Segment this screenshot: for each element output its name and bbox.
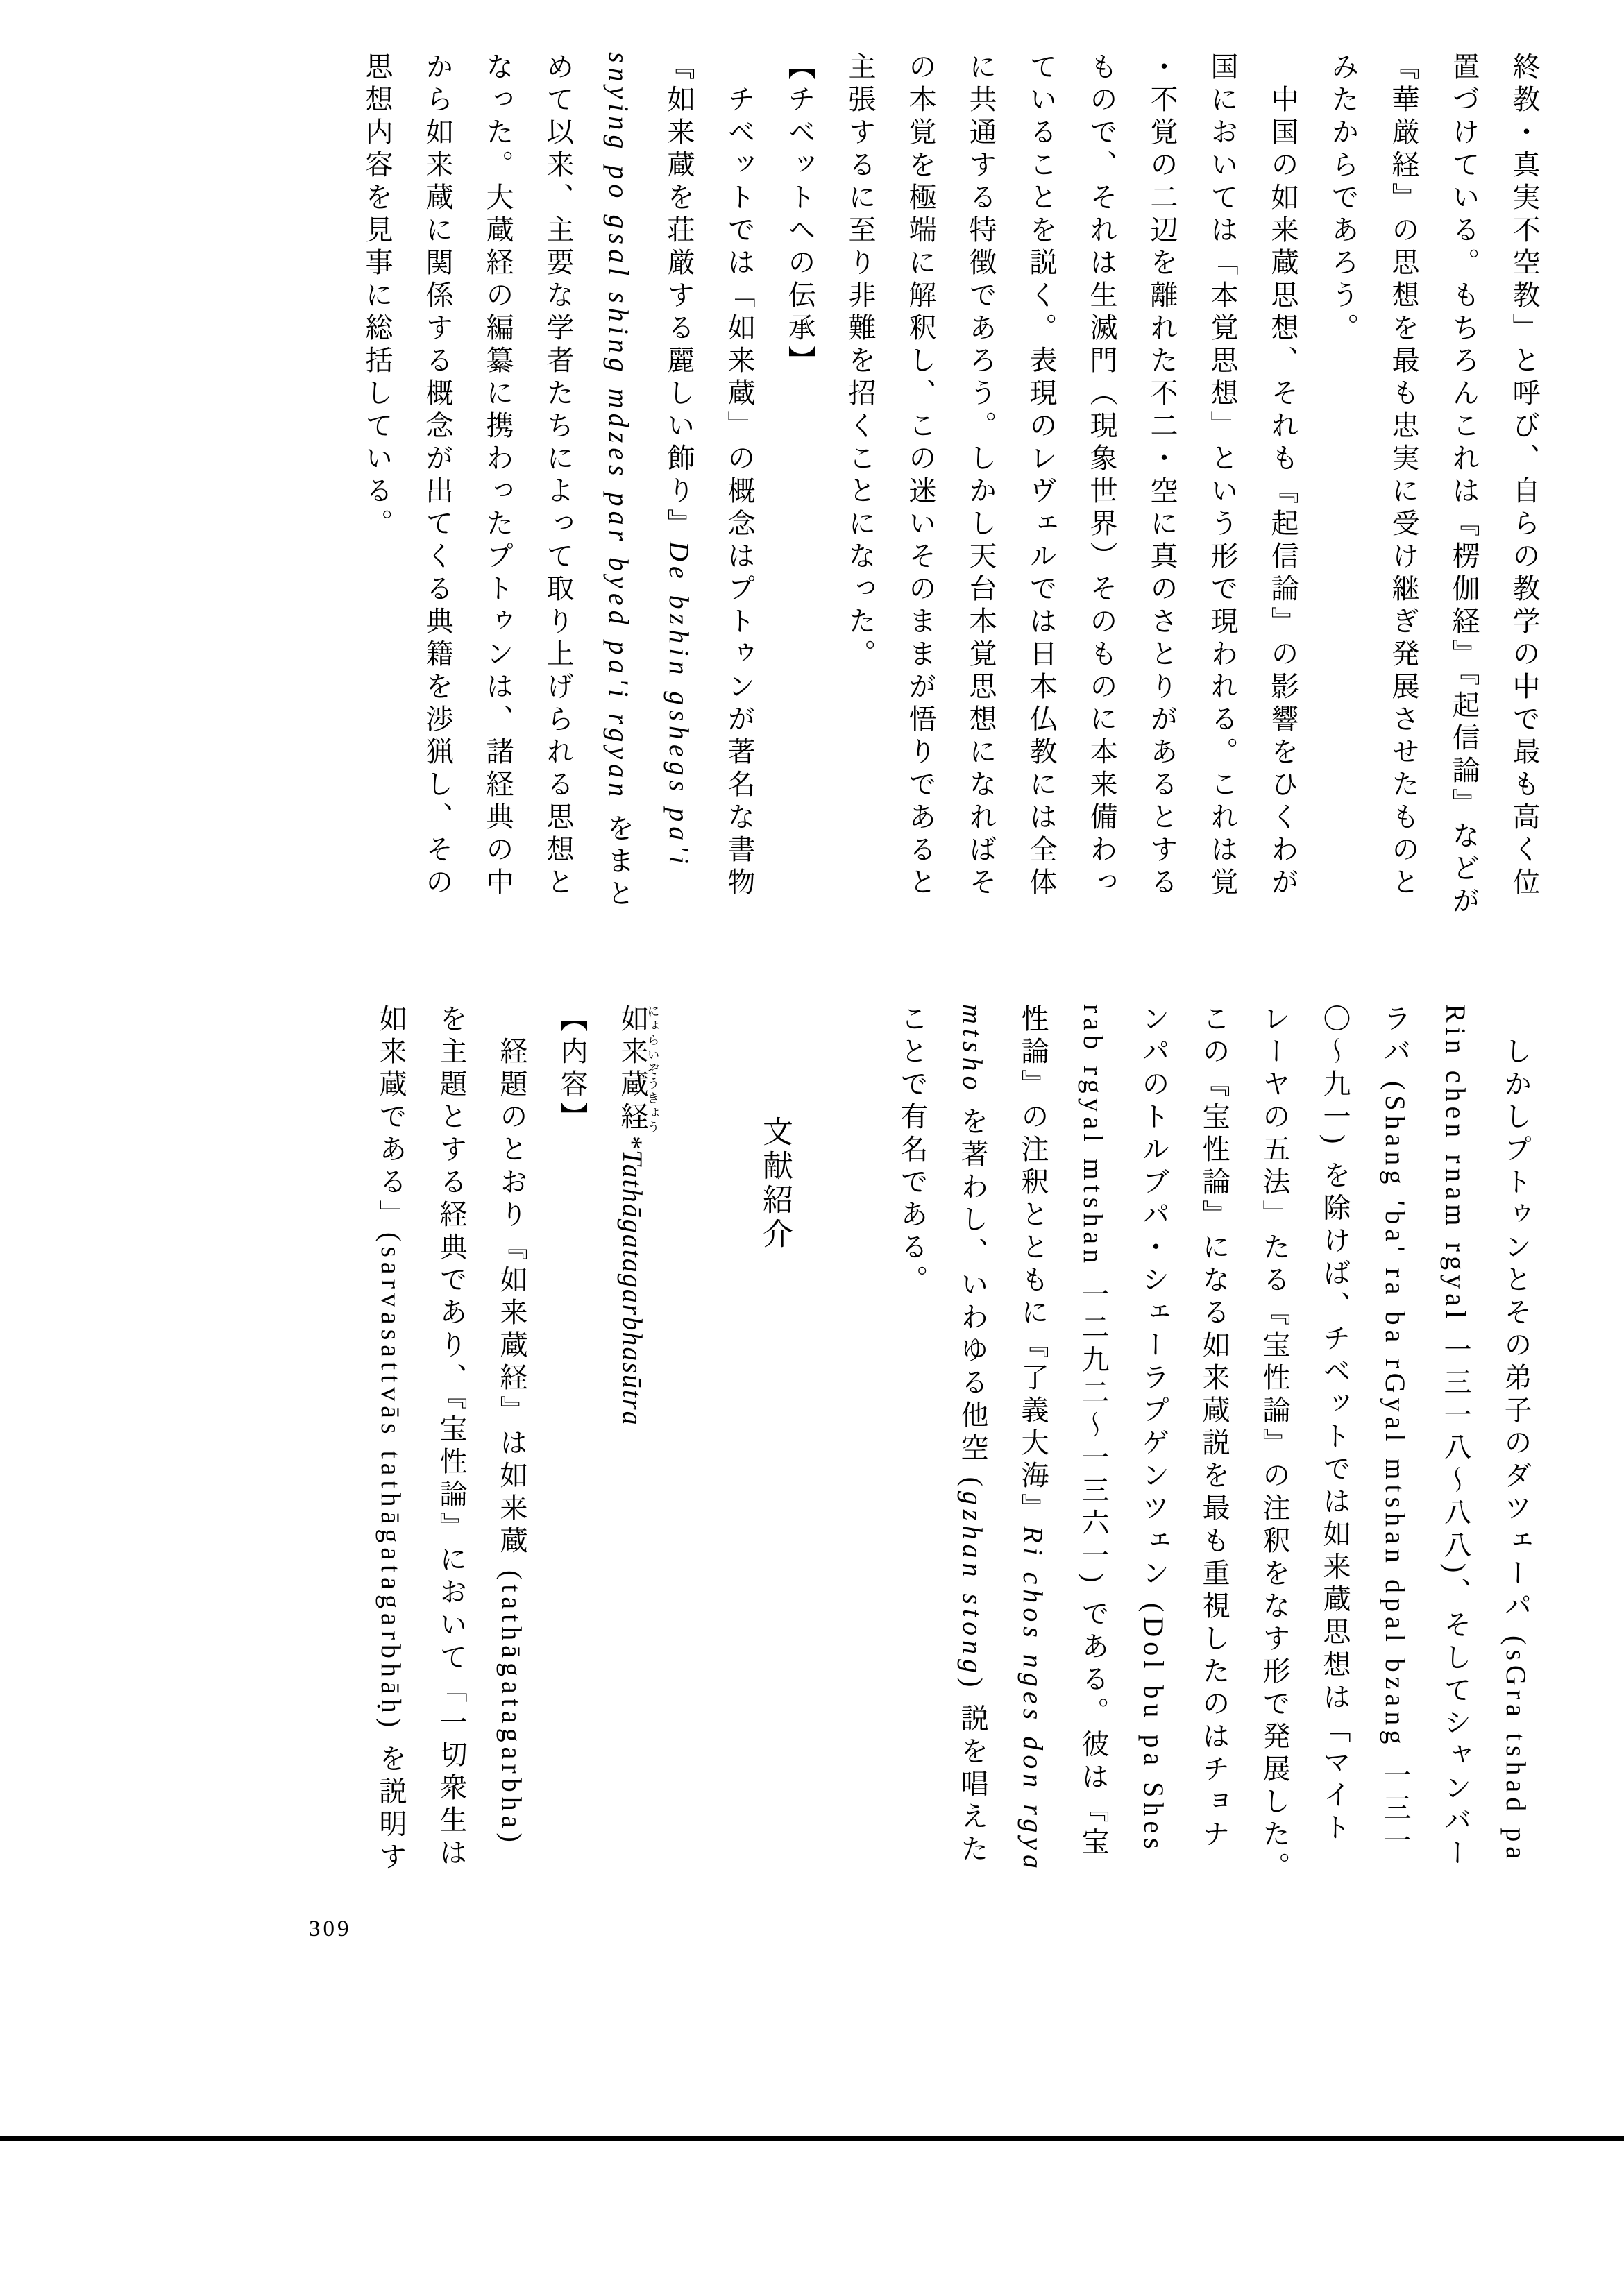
- text-column: 〇〜九一) を除けば、チベットでは如来蔵思想は「マイト: [1319, 1004, 1351, 1846]
- text-column: もので、それは生滅門（現象世界）そのものに本来備わっ: [1086, 52, 1117, 900]
- sutra-title-roman: *Tathāgatagarbhasūtra: [617, 1134, 648, 1427]
- text-column: ンパのトルブパ・シェーラプゲンツェン (Dol bu pa Shes: [1138, 1004, 1169, 1854]
- text-column: ラバ (Shang 'ba' ra ba rGyal mtshan dpal bzang 一三一: [1380, 1004, 1411, 1859]
- text-column: Rin chen rnam rgyal 一三一八〜八八)、そしてシャンバー: [1440, 1004, 1471, 1871]
- text-column: に共通する特徴であろう。しかし天台本覚思想になればそ: [965, 52, 997, 900]
- lower-right-text-block: [882, 1004, 1546, 1885]
- section-heading-tibet-transmission: 【チベットへの伝承】: [784, 52, 815, 378]
- section-heading-naiyou: 【内容】: [557, 1004, 588, 1134]
- text-column: 経題のとおり『如来蔵経』は如来蔵 (tathāgatagarbha): [496, 1004, 527, 1847]
- sutra-title-kanji: 如来蔵経: [617, 1004, 648, 1134]
- text-column: 『華厳経』の思想を最も忠実に受け継ぎ発展させたものと: [1388, 52, 1419, 900]
- upper-text-block: [347, 52, 1555, 919]
- text-column: snying po gsal shing mdzes par byed pa'i rgyan をまと: [603, 52, 634, 912]
- text-column: の本覚を極端に解釈し、この迷いそのままが悟りであると: [905, 52, 936, 900]
- text-column: しかしプトゥンとその弟子のダツェーパ (sGra tshad pa: [1500, 1004, 1532, 1864]
- text-column: レーヤの五法」たる『宝性論』の注釈をなす形で発展した。: [1259, 1004, 1290, 1885]
- text-column: 如来蔵である」(sarvasattvās tathāgatagarbhāḥ) を説明す: [375, 1004, 407, 1875]
- text-column: みたからであろう。: [1328, 52, 1359, 346]
- text-column: 国においては「本覚思想」という形で現われる。これは覚: [1207, 52, 1238, 900]
- text-column: 中国の如来蔵思想、それも『起信論』の影響をひくわが: [1267, 52, 1299, 900]
- text-column: 主張するに至り非難を招くことになった。: [845, 52, 876, 672]
- section-heading-bunken-shokai: 文献紹介: [758, 1116, 792, 1252]
- text-column: 置づけている。もちろんこれは『楞伽経』『起信論』などが: [1448, 52, 1480, 919]
- text-column: なった。大蔵経の編纂に携わったプトゥンは、諸経典の中: [482, 52, 514, 900]
- bottom-rule-divider: [0, 2136, 1624, 2141]
- text-column: ・不覚の二辺を離れた不二・空に真のさとりがあるとする: [1147, 52, 1178, 900]
- text-column: mtsho を著わし、いわゆる他空 (gzhan stong) 説を唱えた: [957, 1004, 988, 1867]
- sutra-title-furigana: にょらいぞうきょう: [645, 1004, 660, 1134]
- text-column: 思想内容を見事に総括している。: [362, 52, 393, 541]
- text-column: rab rgyal mtshan 一二九二〜一三六一) である。彼は『宝: [1078, 1004, 1109, 1860]
- text-column: を主題とする経典であり、『宝性論』において「一切衆生は: [436, 1004, 467, 1871]
- text-column: この『宝性論』になる如来蔵説を最も重視したのはチョナ: [1199, 1004, 1230, 1852]
- text-column: 『如来蔵を荘厳する麗しい飾り』De bzhin gshegs pa'i: [663, 52, 695, 869]
- lower-left-text-block: [361, 1004, 663, 1874]
- text-column: から如来蔵に関係する概念が出てくる典籍を渉猟し、その: [422, 52, 453, 900]
- text-column: めて以来、主要な学者たちによって取り上げられる思想と: [543, 52, 574, 900]
- text-column: ことで有名である。: [897, 1004, 928, 1298]
- text-column: ていることを説く。表現のレヴェルでは日本仏教には全体: [1026, 52, 1057, 900]
- sutra-title-ruby: [617, 1004, 660, 1134]
- text-column: 終教・真実不空教」と呼び、自らの教学の中で最も高く位: [1509, 52, 1540, 900]
- text-column: 性論』の注釈とともに『了義大海』Ri chos nges don rgya: [1017, 1004, 1049, 1874]
- text-column: チベットでは「如来蔵」の概念はプトゥンが著名な書物: [724, 52, 755, 900]
- sutra-title-column: [602, 1004, 663, 1874]
- page-number: 309: [309, 1916, 352, 1941]
